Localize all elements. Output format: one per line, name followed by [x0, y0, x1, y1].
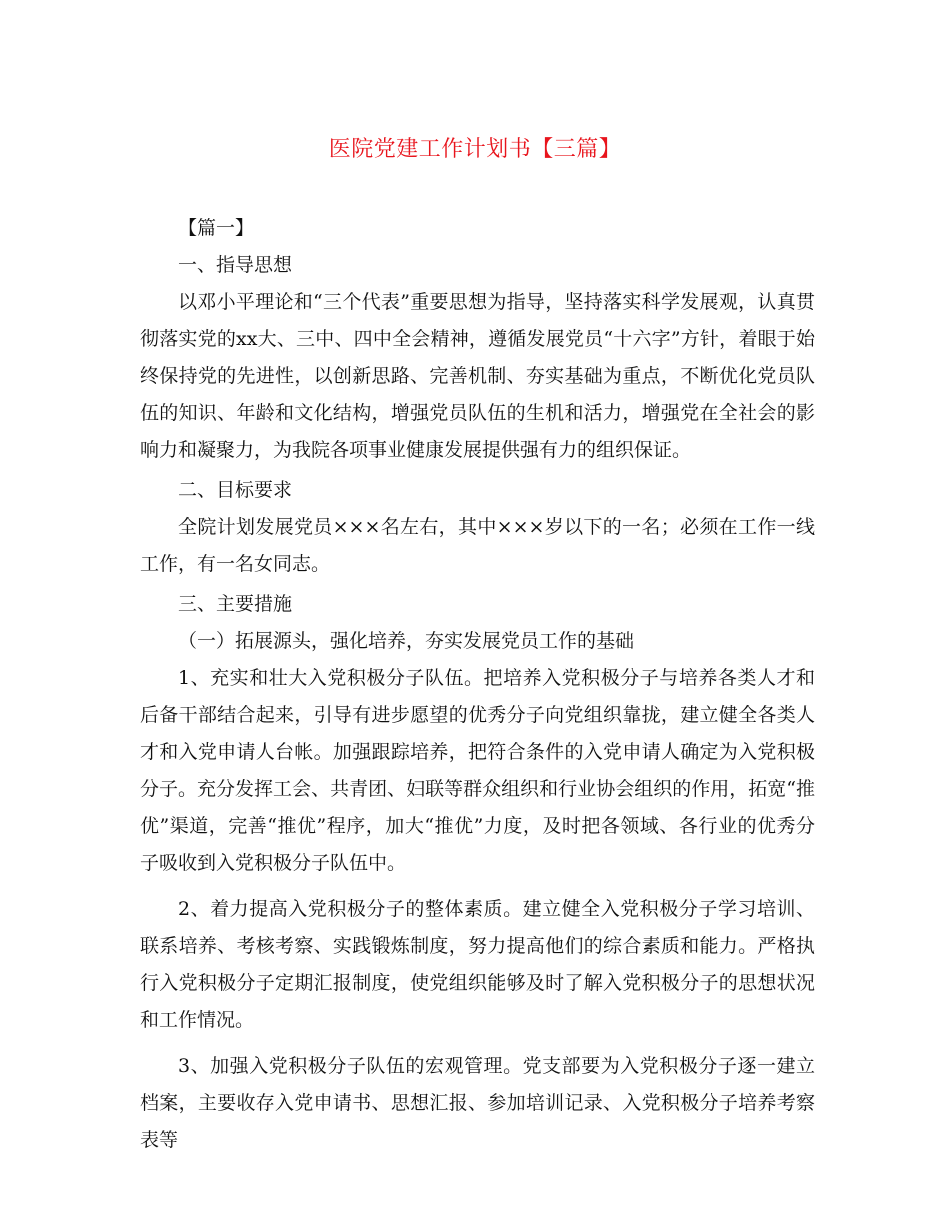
- paragraph-guiding-ideology: 以邓小平理论和“三个代表”重要思想为指导，坚持落实科学发展观，认真贯彻落实党的xx大、三中、四中全会精神，遵循发展党员“十六字”方针，着眼于始终保持党的先进性，以创新思路、完善机制、夯实基础为重点，不断优化党员队伍的知识、年龄和文化结构，增强党员队伍的生机和活力，增强党在全社会的影响力和凝聚力，为我院各项事业健康发展提供强有力的组织保证。: [140, 291, 815, 461]
- heading-goals: 二、目标要求: [178, 479, 293, 501]
- document-title: 医院党建工作计划书【三篇】: [328, 137, 622, 162]
- paragraph-goals: 全院计划发展党员×××名左右，其中×××岁以下的一名；必须在工作一线工作，有一名女同志。: [140, 516, 815, 575]
- paragraph-measure-1: 1、充实和壮大入党积极分子队伍。把培养入党积极分子与培养各类人才和后备干部结合起来，引导有进步愿望的优秀分子向党组织靠拢，建立健全各类人才和入党申请人台帐。加强跟踪培养，把符合条件的入党申请人确定为入党积极分子。充分发挥工会、共青团、妇联等群众组织和行业协会组织的作用，拓宽“推优”渠道，完善“推优”程序，加大“推优”力度，及时把各领域、各行业的优秀分子吸收到入党积极分子队伍中。: [140, 667, 815, 874]
- heading-main-measures: 三、主要措施: [178, 593, 293, 615]
- heading-guiding-ideology: 一、指导思想: [178, 254, 293, 276]
- section-heading-part-one: 【篇一】: [178, 217, 255, 239]
- subheading-expand-sources: （一）拓展源头，强化培养，夯实发展党员工作的基础: [178, 630, 635, 652]
- document-body: [140, 210, 815, 1159]
- paragraph-measure-2: 2、着力提高入党积极分子的整体素质。建立健全入党积极分子学习培训、联系培养、考核考察、实践锻炼制度，努力提高他们的综合素质和能力。严格执行入党积极分子定期汇报制度，使党组织能够及时了解入党积极分子的思想状况和工作情况。: [140, 898, 815, 1031]
- paragraph-measure-3: 3、加强入党积极分子队伍的宏观管理。党支部要为入党积极分子逐一建立档案，主要收存入党申请书、思想汇报、参加培训记录、入党积极分子培养考察表等: [140, 1055, 815, 1151]
